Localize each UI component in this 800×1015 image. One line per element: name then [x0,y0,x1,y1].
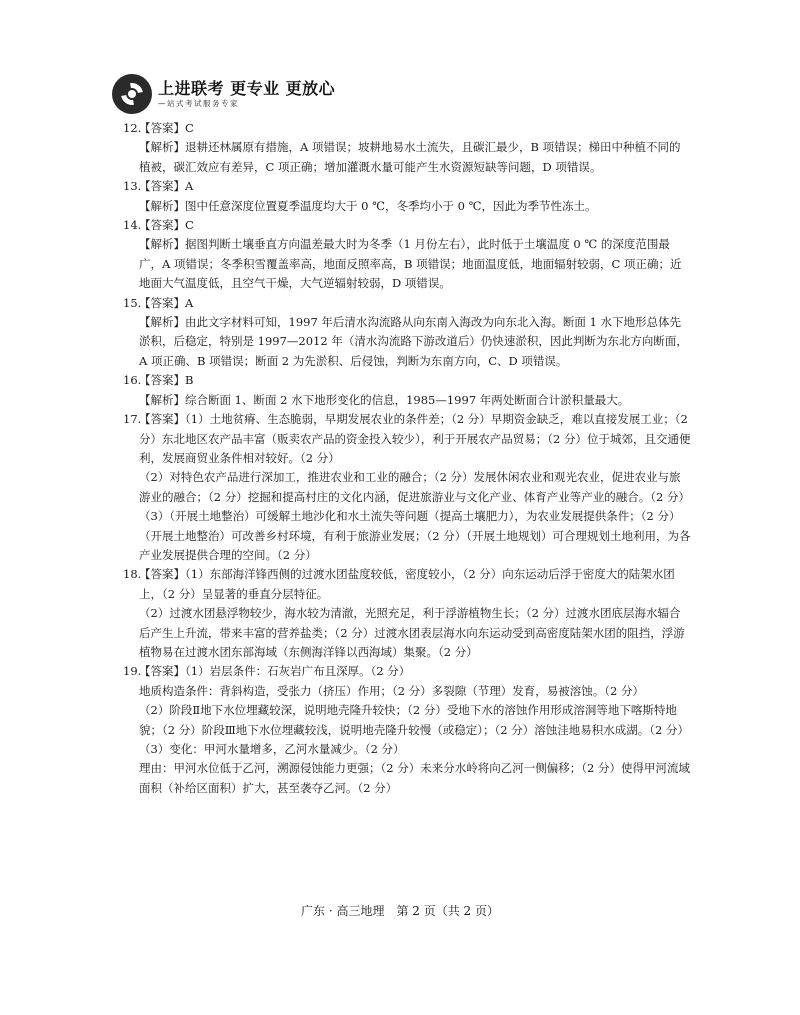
answer-line: 【答案】A [139,295,194,310]
explanation: 【解析】据图判断土壤垂直方向温差最大时为冬季（1 月份左右），此时低于土壤温度 0 ℃ 的深度范围最广，A 项错误；冬季积雪覆盖率高，地面反照率高，B 项错误；地面温度低，地面辐射较弱，C 项正确；近地面大气温度低，且空气干燥，大气逆辐射较弱，D 项错误。 [139,237,682,291]
question-number: 13. [123,179,142,194]
question-number: 18. [123,567,142,582]
question-number: 14. [123,218,142,233]
answer-part-1-structure: 地质构造条件：背斜构造，受张力（挤压）作用；（2 分）多裂隙（节理）发育，易被溶蚀。（2 分） [139,683,644,698]
question-19 [123,662,691,798]
question-17 [123,410,691,565]
answer-part-1: 【答案】（1）岩层条件：石灰岩广布且深厚。（2 分） [139,664,411,679]
question-number: 17. [123,412,142,427]
logo-emblem-icon [112,74,152,114]
answer-part-2: （2）对特色农产品进行深加工，推进农业和工业的融合；（2 分）发展休闲农业和观光农业，促进农业与旅游业的融合；（2 分）挖掘和提高村庄的文化内涵，促进旅游业与文化产业、体育产业等产业的融合。（2 分） [139,470,690,504]
answer-part-3: （3）变化：甲河水量增多，乙河水量减少。（2 分） [139,742,405,756]
brand-slogan: 上进联考 更专业 更放心 [158,78,336,98]
question-13 [123,177,691,216]
answer-line: 【答案】A [139,179,194,194]
explanation: 【解析】退耕还林属原有措施，A 项错误；坡耕地易水土流失，且碳汇最少，B 项错误；梯田中种植不同的植被，碳汇效应有差异，C 项正确；增加灌溉水量可能产生水资源短缺等问题，D 项错误。 [139,140,681,174]
answer-line: 【答案】C [139,121,194,135]
question-number: 12. [123,121,142,135]
answer-content [123,119,691,798]
answer-line: 【答案】B [139,373,194,388]
answer-part-1: 【答案】（1）东部海洋锋西侧的过渡水团盐度较低，密度较小，（2 分）向东运动后浮于密度大的陆架水团上，（2 分）呈显著的垂直分层特征。 [139,567,675,601]
logo-text-block [158,78,336,108]
answer-line: 【答案】C [139,218,194,233]
answer-part-1: 【答案】（1）土地贫瘠、生态脆弱，早期发展农业的条件差；（2 分）早期资金缺乏，难以直接发展工业；（2 分）东北地区农产品丰富（贩卖农产品的资金投入较少），利于开展农产品贸易；（2 分）位于城郊，且交通便利，发展商贸业条件相对较好。（2 分） [139,412,691,465]
brand-logo [112,74,335,114]
question-12 [123,119,691,177]
answer-part-2: （2）阶段Ⅱ地下水位埋藏较深，说明地壳隆升较快；（2 分）受地下水的溶蚀作用形成溶洞等地下喀斯特地貌；（2 分）阶段Ⅲ地下水位埋藏较浅，说明地壳隆升较慢（或稳定）；（2 分）溶蚀洼地易积水成湖。（2 分） [139,703,690,737]
answer-part-3: （3）（开展土地整治）可缓解土地沙化和水土流失等问题（提高土壤肥力），为农业发展提供条件；（2 分）（开展土地整治）可改善乡村环境，有利于旅游业发展；（2 分）（开展土地规划）可合理规划土地利用，为各产业发展提供合理的空间。（2 分） [139,509,691,562]
explanation: 【解析】由此文字材料可知，1997 年后清水沟流路从向东南入海改为向东北入海。断面 1 水下地形总体先淤积，后稳定，特别是 1997—2012 年（清水沟流路下游改道后）仍快速淤积，因此判断为东北方向断面，A 项正确、B 项错误；断面 2 为先淤积、后侵蚀，判断为东南方向，C、D 项错误。 [139,315,688,368]
question-number: 15. [123,295,142,310]
answer-part-3-reason: 理由：甲河水位低于乙河，溯源侵蚀能力更强；（2 分）未来分水岭将向乙河一侧偏移；（2 分）使得甲河流域面积（补给区面积）扩大，甚至袭夺乙河。（2 分） [139,761,690,795]
question-15 [123,294,691,372]
explanation: 【解析】综合断面 1、断面 2 水下地形变化的信息，1985—1997 年两处断面合计淤积量最大。 [139,392,630,407]
question-14 [123,216,691,294]
page-footer: 广东 · 高三地理 第 2 页（共 2 页） [301,904,499,918]
question-18 [123,565,691,662]
brand-tagline: —站式考试服务专家 [158,98,239,108]
question-number: 16. [123,373,142,388]
answer-part-2: （2）过渡水团悬浮物较少，海水较为清澈，光照充足，利于浮游植物生长；（2 分）过渡水团底层海水辐合后产生上升流，带来丰富的营养盐类；（2 分）过渡水团表层海水向东运动受到高密度陆架水团的阻挡，浮游植物易在过渡水团东部海域（东侧海洋锋以西海域）集聚。（2 分） [139,606,685,659]
explanation: 【解析】图中任意深度位置夏季温度均大于 0 ℃，冬季均小于 0 ℃，因此为季节性冻土。 [139,198,597,213]
question-16 [123,371,691,410]
question-number: 19. [123,664,142,679]
